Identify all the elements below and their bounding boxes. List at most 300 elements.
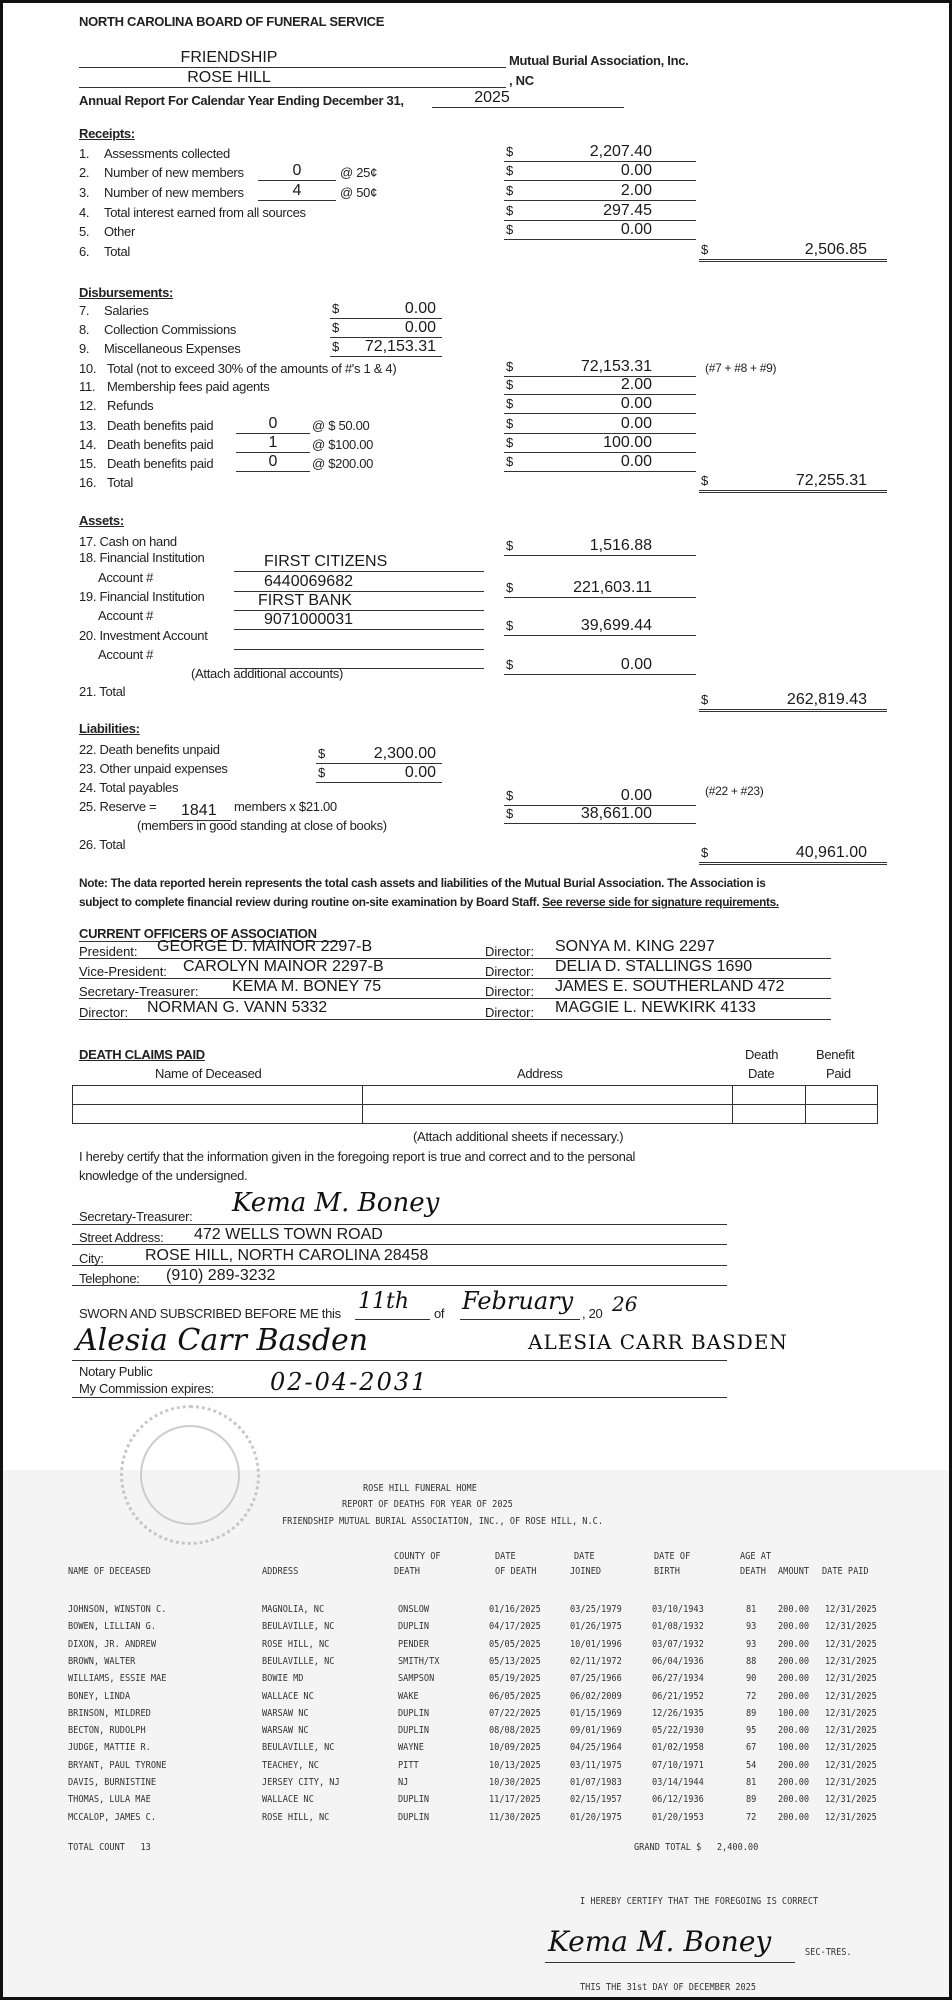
receipt-num: 4.: [79, 205, 90, 220]
disb-label: Miscellaneous Expenses: [104, 341, 241, 356]
disb-amount-value: 72,153.31: [364, 338, 436, 355]
other-label: 23. Other unpaid expenses: [79, 761, 228, 776]
disb-num: 8.: [79, 322, 90, 337]
investment-amount-value: 0.00: [620, 656, 652, 673]
claims-col-paid-2: Paid: [826, 1066, 851, 1081]
receipt-amount[interactable]: [504, 143, 696, 162]
fi2-label: 19. Financial Institution: [79, 589, 205, 604]
table-cell: 81: [746, 1777, 757, 1788]
table-cell: BRINSON, MILDRED: [68, 1707, 151, 1719]
city-field: ROSE HILL: [79, 69, 506, 88]
receipt-num: 5.: [79, 224, 90, 239]
disb-amount-value: 2.00: [620, 376, 652, 393]
table-cell: 54: [746, 1759, 757, 1771]
officer-role: Secretary-Treasurer:: [79, 984, 199, 999]
liabilities-total-label: 26. Total: [79, 837, 126, 852]
table-cell: 200.00: [778, 1725, 810, 1737]
receipt-amount-dollar: $: [506, 222, 514, 237]
acct1-number[interactable]: [234, 573, 484, 592]
disb-label: Membership fees paid agents: [107, 379, 270, 394]
table-cell: 12/31/2025: [825, 1742, 877, 1754]
investment-name[interactable]: [234, 631, 484, 650]
receipts-total[interactable]: [699, 241, 887, 262]
assets-attach-note: (Attach additional accounts): [191, 666, 344, 681]
receipt-amount-value: 297.45: [603, 202, 652, 219]
sworn-of: of: [434, 1306, 445, 1321]
receipt-amount-dollar: $: [506, 183, 514, 198]
disb-rate: @ $200.00: [312, 456, 374, 471]
table-cell: 200.00: [778, 1759, 810, 1771]
cell[interactable]: [733, 1086, 806, 1105]
note-line-1: Note: The data reported herein represents the total cash assets and liabilities of the Mutual Burial Association. The Association is: [79, 876, 766, 890]
sworn-year-prefix: , 20: [582, 1306, 603, 1321]
investment-amount-dollar: $: [506, 657, 514, 672]
city-line: [72, 1265, 727, 1266]
receipt-label: Number of new members: [104, 165, 244, 180]
reserve-rate: members x $21.00: [234, 799, 337, 814]
fi1-amount-dollar: $: [506, 580, 514, 595]
assets-total-value: 262,819.43: [786, 691, 867, 708]
table-cell: JOHNSON, WINSTON C.: [68, 1604, 167, 1615]
receipt-amount[interactable]: [504, 221, 696, 240]
report-col-header-line1: DATE: [574, 1551, 595, 1562]
disb-num: 15.: [79, 456, 97, 471]
disb-amount[interactable]: [330, 300, 442, 319]
cash-amount-value: 1,516.88: [589, 537, 652, 554]
cell[interactable]: [806, 1105, 878, 1124]
table-cell: 72: [746, 1690, 757, 1702]
report-certify: I HEREBY CERTIFY THAT THE FOREGOING IS CORRECT: [580, 1896, 819, 1907]
table-cell: BEULAVILLE, NC: [262, 1655, 335, 1667]
table-cell: ONSLOW: [398, 1604, 430, 1615]
receipt-label: Total interest earned from all sources: [104, 205, 306, 220]
table-cell: 93: [746, 1638, 757, 1650]
table-cell: 08/08/2025: [489, 1725, 541, 1737]
table-cell: DIXON, JR. ANDREW: [68, 1638, 157, 1650]
disb-amount-value: 72,153.31: [580, 358, 652, 375]
disb-amount-dollar: $: [506, 377, 514, 392]
city-value: ROSE HILL, NORTH CAROLINA 28458: [145, 1247, 429, 1264]
disb-num: 11.: [79, 379, 96, 394]
table-cell: 12/31/2025: [825, 1777, 877, 1788]
disb-label: Total (not to exceed 30% of the amounts of #'s 1 & 4): [107, 361, 397, 376]
fi1-name[interactable]: [234, 553, 484, 572]
report-col-header: DATE PAID: [822, 1566, 869, 1577]
table-cell: DUPLIN: [398, 1707, 430, 1719]
table-cell: 11/30/2025: [489, 1811, 541, 1823]
assets-total[interactable]: [699, 691, 887, 712]
table-cell: 200.00: [778, 1811, 810, 1823]
table-cell: 05/19/2025: [489, 1673, 541, 1685]
report-col-header: DEATH: [394, 1566, 420, 1577]
table-cell: 200.00: [778, 1621, 810, 1633]
disbursements-total[interactable]: [699, 472, 887, 493]
year-label: Annual Report For Calendar Year Ending December 31,: [79, 93, 404, 108]
receipt-label: Assessments collected: [104, 146, 230, 161]
notary-seal-inner-icon: [140, 1425, 240, 1525]
grand-total: [634, 1842, 758, 1853]
table-cell: BEULAVILLE, NC: [262, 1621, 335, 1633]
table-cell: 67: [746, 1742, 757, 1754]
table-cell: 200.00: [778, 1638, 810, 1650]
liabilities-total[interactable]: [699, 844, 887, 865]
new-members-count-value: 4: [292, 182, 302, 199]
report-col-header: BIRTH: [654, 1566, 680, 1577]
death-benefit-count-value: 0: [268, 453, 278, 470]
table-cell: 05/05/2025: [489, 1638, 541, 1650]
receipt-amount[interactable]: [504, 162, 696, 181]
disb-num: 10.: [79, 361, 97, 376]
disb-amount[interactable]: [504, 376, 696, 395]
disb-num: 9.: [79, 341, 90, 356]
fi2-amount-dollar: $: [506, 618, 514, 633]
notary-label: Notary Public: [79, 1364, 153, 1379]
table-cell: 01/15/1969: [570, 1707, 622, 1719]
receipt-num: 3.: [79, 185, 90, 200]
receipt-label: Other: [104, 224, 136, 239]
cell[interactable]: [806, 1086, 878, 1105]
assets-total-label: 21. Total: [79, 684, 126, 699]
disbursements-total-dollar: $: [701, 473, 709, 488]
disb-amount-value: 0.00: [404, 319, 436, 336]
table-cell: 03/25/1979: [570, 1604, 622, 1615]
table-cell: 12/31/2025: [825, 1759, 877, 1771]
liabilities-heading: Liabilities:: [79, 721, 140, 736]
investment-label: 20. Investment Account: [79, 628, 208, 643]
unpaid-amount[interactable]: [316, 745, 442, 764]
disb-amount-dollar: $: [332, 320, 340, 335]
table-cell: DUPLIN: [398, 1811, 430, 1823]
disb-rate: @ $ 50.00: [312, 418, 370, 433]
death-benefit-count[interactable]: [236, 415, 310, 434]
table-cell: 06/04/1936: [652, 1655, 704, 1667]
officer-name: GEORGE D. MAINOR 2297-B: [157, 938, 373, 955]
table-cell: 89: [746, 1707, 757, 1719]
state-suffix: , NC: [509, 73, 534, 88]
officer-role: Director:: [485, 964, 535, 979]
table-cell: WARSAW NC: [262, 1725, 309, 1737]
officer-left-2: [79, 980, 485, 999]
disb-amount[interactable]: [504, 415, 696, 434]
report-col-header: AMOUNT: [778, 1566, 810, 1577]
report-col-header-line1: DATE: [495, 1551, 516, 1562]
table-cell: 200.00: [778, 1777, 810, 1788]
officer-name: NORMAN G. VANN 5332: [147, 999, 328, 1016]
receipt-amount-dollar: $: [506, 144, 514, 159]
disb-label: Refunds: [107, 398, 154, 413]
officer-left-3: [79, 1001, 485, 1020]
table-cell: JERSEY CITY, NJ: [262, 1777, 340, 1788]
table-cell: 12/31/2025: [825, 1638, 877, 1650]
fi2-name-value: FIRST BANK: [258, 592, 352, 609]
disb-amount[interactable]: [504, 395, 696, 414]
table-row: [73, 1105, 878, 1124]
table-cell: BROWN, WALTER: [68, 1655, 136, 1667]
table-cell: 12/31/2025: [825, 1673, 877, 1685]
report-date-line: THIS THE 31st DAY OF DECEMBER 2025: [580, 1982, 757, 1993]
table-cell: BOWEN, LILLIAN G.: [68, 1621, 157, 1633]
commission-label: My Commission expires:: [79, 1381, 214, 1396]
table-cell: 04/25/1964: [570, 1742, 622, 1754]
disb-num: 7.: [79, 303, 90, 318]
report-col-header: ADDRESS: [262, 1566, 299, 1577]
grand-total-label: GRAND TOTAL $: [634, 1842, 702, 1853]
table-cell: 07/10/1971: [652, 1759, 704, 1771]
receipt-amount-value: 2.00: [620, 182, 652, 199]
reserve-members-value: 1841: [181, 802, 217, 819]
unpaid-amount-dollar: $: [318, 746, 326, 761]
table-cell: WAYNE: [398, 1742, 424, 1754]
disb-amount[interactable]: [504, 453, 696, 472]
disb-label: Salaries: [104, 303, 149, 318]
table-cell: 07/22/2025: [489, 1707, 541, 1719]
officer-role: Director:: [485, 1005, 535, 1020]
sworn-month-line: [460, 1319, 580, 1320]
other-amount-value: 0.00: [404, 764, 436, 781]
disb-label: Death benefits paid: [107, 437, 214, 452]
report-signature: Kema M. Boney: [548, 1925, 772, 1958]
officer-name: SONYA M. KING 2297: [555, 938, 715, 955]
death-benefit-count[interactable]: [236, 434, 310, 453]
table-cell: JUDGE, MATTIE R.: [68, 1742, 151, 1754]
fi1-amount[interactable]: [504, 579, 696, 598]
street-value: 472 WELLS TOWN ROAD: [194, 1226, 383, 1243]
table-cell: 01/16/2025: [489, 1604, 541, 1615]
officer-role: Director:: [485, 984, 535, 999]
investment-amount[interactable]: [504, 656, 696, 675]
reserve-amount[interactable]: [504, 805, 696, 824]
sworn-label: SWORN AND SUBSCRIBED BEFORE ME this: [79, 1306, 341, 1321]
table-cell: WALLACE NC: [262, 1794, 314, 1806]
table-cell: TEACHEY, NC: [262, 1759, 319, 1771]
report-col-header-line1: DATE OF: [654, 1551, 691, 1562]
new-members-count-value: 0: [292, 162, 302, 179]
officer-right-1: [485, 960, 831, 979]
report-col-header: NAME OF DECEASED: [68, 1566, 151, 1577]
table-cell: BEULAVILLE, NC: [262, 1742, 335, 1754]
table-cell: 10/30/2025: [489, 1777, 541, 1788]
table-cell: 03/14/1944: [652, 1777, 704, 1788]
sworn-day: 11th: [358, 1289, 410, 1314]
officer-name: JAMES E. SOUTHERLAND 472: [555, 978, 785, 995]
disb-amount-dollar: $: [332, 339, 340, 354]
table-cell: 05/22/1930: [652, 1725, 704, 1737]
cell[interactable]: [73, 1086, 363, 1105]
total-count: [68, 1842, 151, 1853]
phone-label: Telephone:: [79, 1271, 140, 1286]
secretary-signature: Kema M. Boney: [232, 1188, 440, 1218]
acct3-label: Account #: [98, 647, 154, 662]
receipt-amount-value: 0.00: [620, 221, 652, 238]
death-claims-table: [72, 1085, 878, 1124]
receipt-amount-dollar: $: [506, 163, 514, 178]
report-col-header: DEATH: [740, 1566, 766, 1577]
table-cell: WAKE: [398, 1690, 419, 1702]
payables-amount[interactable]: [504, 787, 696, 806]
officer-left-0: [79, 940, 485, 959]
disb-amount[interactable]: [504, 434, 696, 453]
report-sig-title: SEC-TRES.: [805, 1947, 852, 1958]
claims-col-paid-1: Benefit: [816, 1047, 855, 1062]
liabilities-total-value: 40,961.00: [795, 844, 867, 861]
officer-role: Vice-President:: [79, 964, 167, 979]
table-cell: DAVIS, BURNISTINE: [68, 1777, 157, 1788]
note-line-2: [79, 895, 779, 909]
table-cell: DUPLIN: [398, 1794, 430, 1806]
table-cell: NJ: [398, 1777, 409, 1788]
sec-label: Secretary-Treasurer:: [79, 1209, 193, 1224]
cash-amount[interactable]: [504, 537, 696, 556]
disb-amount[interactable]: [330, 338, 442, 357]
table-cell: 12/31/2025: [825, 1794, 877, 1806]
other-amount[interactable]: [316, 764, 442, 783]
fi2-name[interactable]: [234, 592, 484, 611]
acct2-label: Account #: [98, 608, 154, 623]
notary-signature-line: [72, 1360, 727, 1361]
report-signature-line: [545, 1962, 795, 1963]
receipt-amount-value: 0.00: [620, 162, 652, 179]
table-cell: 01/02/1958: [652, 1742, 704, 1754]
sworn-day-line: [355, 1319, 430, 1320]
report-col-header-line1: COUNTY OF: [394, 1551, 441, 1562]
table-cell: 10/01/1996: [570, 1638, 622, 1650]
association-suffix: Mutual Burial Association, Inc.: [509, 53, 689, 68]
receipt-label: Total: [104, 244, 130, 259]
assets-heading: Assets:: [79, 513, 124, 528]
table-cell: 12/31/2025: [825, 1690, 877, 1702]
commission-line: [72, 1397, 727, 1398]
table-cell: 100.00: [778, 1742, 810, 1754]
table-cell: 07/25/1966: [570, 1673, 622, 1685]
disbursements-heading: Disbursements:: [79, 285, 174, 300]
disb-num: 16.: [79, 475, 97, 490]
reserve-label: 25. Reserve =: [79, 799, 157, 814]
table-cell: 88: [746, 1655, 757, 1667]
city-label: City:: [79, 1251, 104, 1266]
report-title-1: ROSE HILL FUNERAL HOME: [363, 1483, 477, 1494]
officer-name: DELIA D. STALLINGS 1690: [555, 958, 753, 975]
receipts-heading: Receipts:: [79, 126, 135, 141]
receipt-amount[interactable]: [504, 202, 696, 221]
disb-amount-dollar: $: [506, 435, 514, 450]
table-cell: BOWIE MD: [262, 1673, 304, 1685]
disb-num: 14.: [79, 437, 97, 452]
table-cell: 09/01/1969: [570, 1725, 622, 1737]
table-cell: BECTON, RUDOLPH: [68, 1725, 146, 1737]
disb-label: Collection Commissions: [104, 322, 237, 337]
table-cell: DUPLIN: [398, 1621, 430, 1633]
new-members-count[interactable]: [258, 182, 336, 201]
table-cell: 10/09/2025: [489, 1742, 541, 1754]
fi2-amount-value: 39,699.44: [580, 617, 652, 634]
table-cell: 06/12/1936: [652, 1794, 704, 1806]
acct2-number[interactable]: [234, 611, 484, 630]
report-col-header: JOINED: [570, 1566, 602, 1577]
death-benefit-count-value: 1: [268, 434, 278, 451]
table-cell: 06/02/2009: [570, 1690, 622, 1702]
report-title-2: REPORT OF DEATHS FOR YEAR OF 2025: [342, 1499, 513, 1510]
disb-amount[interactable]: [330, 319, 442, 338]
cell[interactable]: [363, 1105, 733, 1124]
disb-amount-value: 0.00: [404, 300, 436, 317]
total-count-value: 13: [140, 1842, 151, 1853]
table-cell: 12/31/2025: [825, 1604, 877, 1615]
cell[interactable]: [363, 1086, 733, 1105]
officer-role: Director:: [485, 944, 535, 959]
table-cell: 06/27/1934: [652, 1673, 704, 1685]
year-field: 2025: [432, 89, 624, 108]
disb-amount[interactable]: [504, 358, 696, 377]
table-cell: ROSE HILL, NC: [262, 1638, 330, 1650]
street-label: Street Address:: [79, 1230, 164, 1245]
table-cell: 06/05/2025: [489, 1690, 541, 1702]
disb-num: 12.: [79, 398, 97, 413]
table-cell: ROSE HILL, NC: [262, 1811, 330, 1823]
fi2-amount[interactable]: [504, 617, 696, 636]
receipt-label: Number of new members: [104, 185, 244, 200]
death-benefit-count[interactable]: [236, 453, 310, 472]
table-row: [73, 1086, 878, 1105]
claims-col-date-1: Death: [745, 1047, 779, 1062]
reserve-note: (members in good standing at close of books): [137, 818, 387, 833]
table-cell: 12/26/1935: [652, 1707, 704, 1719]
total-count-label: TOTAL COUNT: [68, 1842, 125, 1853]
table-cell: 72: [746, 1811, 757, 1823]
disb-amount-value: 0.00: [620, 453, 652, 470]
table-cell: 04/17/2025: [489, 1621, 541, 1633]
cash-amount-dollar: $: [506, 538, 514, 553]
payables-amount-dollar: $: [506, 788, 514, 803]
table-cell: WILLIAMS, ESSIE MAE: [68, 1673, 167, 1685]
death-benefit-count-value: 0: [268, 415, 278, 432]
table-cell: BONEY, LINDA: [68, 1690, 131, 1702]
table-cell: 02/11/1972: [570, 1655, 622, 1667]
table-cell: 95: [746, 1725, 757, 1737]
new-members-count[interactable]: [258, 162, 336, 181]
table-cell: 12/31/2025: [825, 1621, 877, 1633]
notary-printed-name: ALESIA CARR BASDEN: [528, 1330, 788, 1354]
table-cell: 03/11/1975: [570, 1759, 622, 1771]
table-cell: 93: [746, 1621, 757, 1633]
table-cell: 81: [746, 1604, 757, 1615]
commission-date: 02-04-2031: [270, 1368, 429, 1396]
cell[interactable]: [73, 1105, 363, 1124]
receipt-amount[interactable]: [504, 182, 696, 201]
receipt-rate: @ 25¢: [340, 165, 377, 180]
table-cell: 01/20/1975: [570, 1811, 622, 1823]
receipts-total-dollar: $: [701, 242, 709, 257]
receipt-amount-dollar: $: [506, 203, 514, 218]
table-cell: 200.00: [778, 1690, 810, 1702]
table-cell: 10/13/2025: [489, 1759, 541, 1771]
acct1-number-value: 6440069682: [264, 573, 353, 590]
board-title: NORTH CAROLINA BOARD OF FUNERAL SERVICE: [79, 14, 385, 29]
claims-col-address: Address: [517, 1066, 563, 1081]
receipt-num: 6.: [79, 244, 90, 259]
officer-name: KEMA M. BONEY 75: [232, 978, 382, 995]
table-cell: 03/10/1943: [652, 1604, 704, 1615]
certify-line-2: knowledge of the undersigned.: [79, 1168, 248, 1183]
receipt-rate: @ 50¢: [340, 185, 377, 200]
disb-label: Death benefits paid: [107, 418, 214, 433]
sworn-year: 26: [612, 1292, 638, 1316]
table-cell: 200.00: [778, 1794, 810, 1806]
reverse-side-link[interactable]: See reverse side for signature requirements.: [542, 895, 779, 909]
table-cell: 02/15/1957: [570, 1794, 622, 1806]
table-cell: 01/08/1932: [652, 1621, 704, 1633]
disb-amount-dollar: $: [332, 301, 340, 316]
cell[interactable]: [733, 1105, 806, 1124]
